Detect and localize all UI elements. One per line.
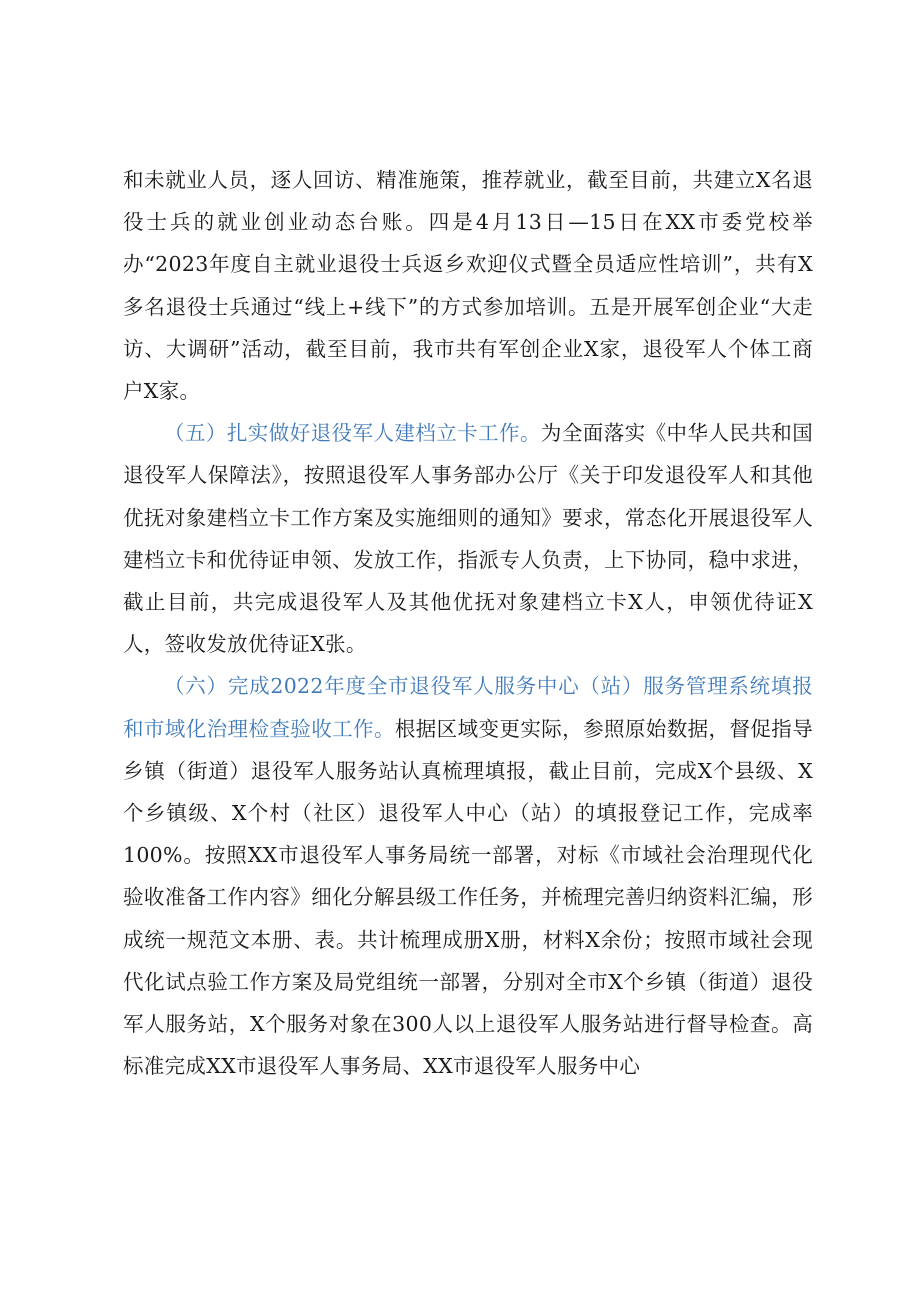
paragraph-section-6 xyxy=(123,665,813,1087)
section-heading: （五）扎实做好退役军人建档立卡工作。 xyxy=(164,421,541,446)
document-page xyxy=(123,159,813,1087)
paragraph-continuation xyxy=(123,159,813,412)
paragraph-section-5 xyxy=(123,412,813,665)
paragraph-body: 为全面落实《中华人民共和国退役军人保障法》，按照退役军人事务部办公厅《关于印发退役军人和其他优抚对象建档立卡工作方案及实施细则的通知》要求，常态化开展退役军人建档立卡和优待证申领、发放工作，指派专人负责，上下协同，稳中求进，截止目前，共完成退役军人及其他优抚对象建档立卡X人，申领优待证X人，签收发放优待证X张。 xyxy=(123,421,813,657)
section-heading: （六）完成2022年度全市退役军人服务中心（站）服务管理系统填报和市域化治理检查验收工作。 xyxy=(123,674,813,741)
paragraph-body: 和未就业人员，逐人回访、精准施策，推荐就业，截至目前，共建立X名退役士兵的就业创业动态台账。四是4月13日—15日在XX市委党校举办“2023年度自主就业退役士兵返乡欢迎仪式暨全员适应性培训”，共有X多名退役士兵通过“线上+线下”的方式参加培训。五是开展军创企业“大走访、大调研”活动，截至目前，我市共有军创企业X家，退役军人个体工商户X家。 xyxy=(123,168,813,404)
paragraph-body: 根据区域变更实际，参照原始数据，督促指导乡镇（街道）退役军人服务站认真梳理填报，截止目前，完成X个县级、X个乡镇级、X个村（社区）退役军人中心（站）的填报登记工作，完成率100%。按照XX市退役军人事务局统一部署，对标《市域社会治理现代化验收准备工作内容》细化分解县级工作任务，并梳理完善归纳资料汇编，形成统一规范文本册、表。共计梳理成册X册，材料X余份；按照市域社会现代化试点验工作方案及局党组统一部署，分别对全市X个乡镇（街道）退役军人服务站，X个服务对象在300人以上退役军人服务站进行督导检查。高标准完成XX市退役军人事务局、XX市退役军人服务中心 xyxy=(123,716,813,1079)
